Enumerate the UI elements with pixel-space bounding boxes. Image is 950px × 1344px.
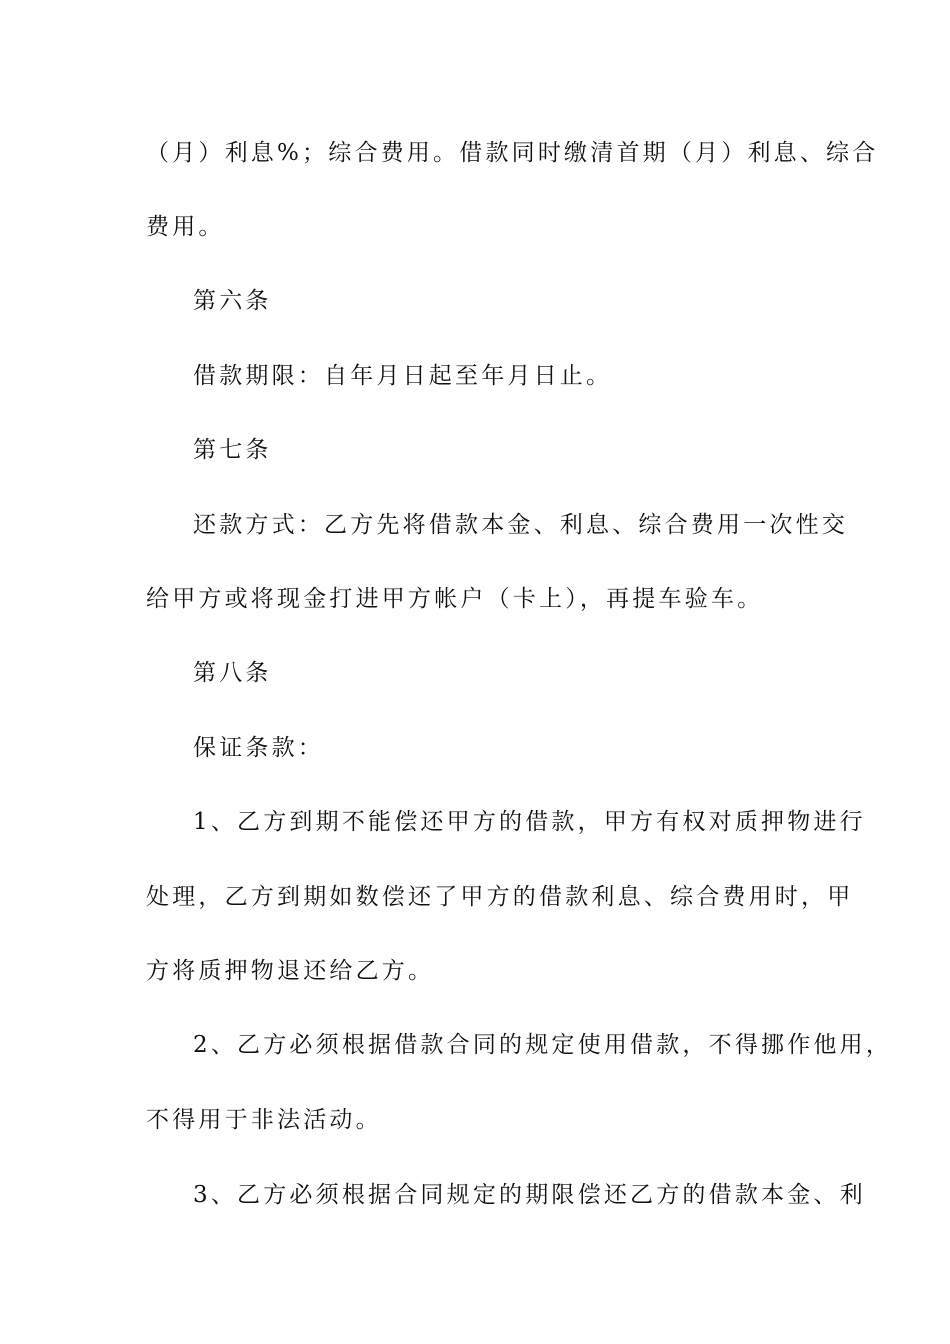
- list-item-line: 1、乙方到期不能偿还甲方的借款，甲方有权对质押物进行: [193, 809, 866, 835]
- list-item-line: 3、乙方必须根据合同规定的期限偿还乙方的借款本金、利: [193, 1182, 866, 1208]
- section-heading: 保证条款：: [193, 735, 324, 761]
- article-heading-7: 第七条: [193, 437, 272, 463]
- paragraph-line: 费用。: [146, 214, 225, 240]
- list-item-line: 2、乙方必须根据借款合同的规定使用借款，不得挪作他用，: [193, 1032, 893, 1058]
- article-heading-6: 第六条: [193, 288, 272, 314]
- paragraph-line: （月）利息%；综合费用。借款同时缴清首期（月）利息、综合: [146, 140, 879, 166]
- paragraph-line: 借款期限：自年月日起至年月日止。: [193, 363, 613, 389]
- article-heading-8: 第八条: [193, 660, 272, 686]
- list-item-line: 方将质押物退还给乙方。: [146, 958, 435, 984]
- list-item-line: 处理，乙方到期如数偿还了甲方的借款利息、综合费用时，甲: [146, 884, 854, 910]
- list-item-line: 不得用于非法活动。: [146, 1107, 382, 1133]
- paragraph-line: 还款方式：乙方先将借款本金、利息、综合费用一次性交: [193, 512, 848, 538]
- paragraph-line: 给甲方或将现金打进甲方帐户（卡上），再提车验车。: [146, 586, 764, 612]
